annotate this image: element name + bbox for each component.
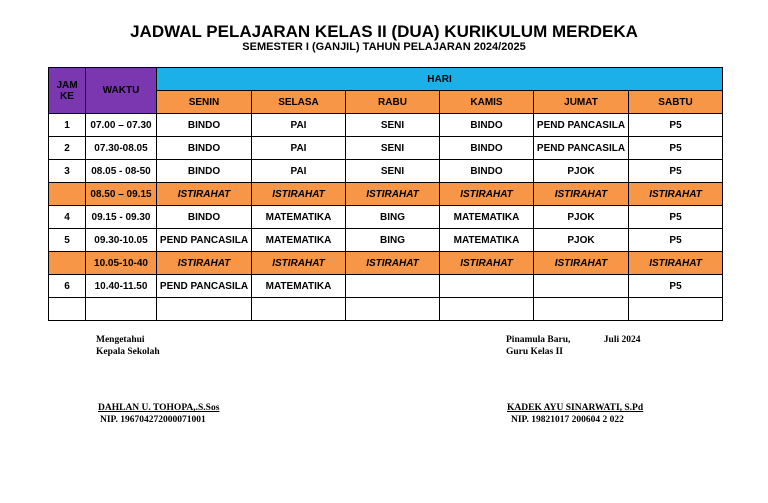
page-subtitle: SEMESTER I (GANJIL) TAHUN PELAJARAN 2024/2025 [242, 41, 526, 53]
table-row [49, 229, 723, 252]
table-row [49, 298, 723, 321]
page-title: JADWAL PELAJARAN KELAS II (DUA) KURIKULUM MERDEKA [130, 22, 638, 41]
cell-senin: BINDO [157, 114, 252, 137]
signature-left [96, 334, 160, 358]
cell-senin [157, 298, 252, 321]
table-row [49, 206, 723, 229]
cell-jumat [534, 275, 629, 298]
cell-sabtu: P5 [629, 114, 723, 137]
cell-kamis [440, 275, 534, 298]
cell-selasa: PAI [252, 160, 346, 183]
cell-jam: 2 [49, 137, 86, 160]
cell-rabu: SENI [346, 160, 440, 183]
cell-rabu: BING [346, 229, 440, 252]
cell-jam: 3 [49, 160, 86, 183]
header-day-sabtu: SABTU [629, 91, 723, 114]
cell-senin: BINDO [157, 206, 252, 229]
cell-sabtu: P5 [629, 137, 723, 160]
cell-rabu: ISTIRAHAT [346, 183, 440, 206]
table-row [49, 275, 723, 298]
header-hari: HARI [157, 68, 723, 91]
cell-senin: ISTIRAHAT [157, 183, 252, 206]
cell-waktu: 08.50 – 09.15 [86, 183, 157, 206]
cell-sabtu: P5 [629, 160, 723, 183]
cell-kamis: ISTIRAHAT [440, 252, 534, 275]
cell-rabu: ISTIRAHAT [346, 252, 440, 275]
cell-selasa: PAI [252, 137, 346, 160]
cell-rabu [346, 298, 440, 321]
signature-right [506, 334, 640, 358]
cell-waktu: 08.05 - 08-50 [86, 160, 157, 183]
cell-jam [49, 183, 86, 206]
cell-waktu [86, 298, 157, 321]
cell-selasa: MATEMATIKA [252, 206, 346, 229]
cell-sabtu [629, 298, 723, 321]
signature-right-name: KADEK AYU SINARWATI, S.Pd [507, 403, 644, 413]
table-row [49, 160, 723, 183]
cell-waktu: 10.40-11.50 [86, 275, 157, 298]
cell-jam: 5 [49, 229, 86, 252]
header-day-selasa: SELASA [252, 91, 346, 114]
cell-selasa: ISTIRAHAT [252, 252, 346, 275]
header-waktu: WAKTU [86, 68, 157, 114]
cell-jam: 4 [49, 206, 86, 229]
cell-kamis: BINDO [440, 160, 534, 183]
cell-jumat: PEND PANCASILA [534, 114, 629, 137]
signature-right-line2: Guru Kelas II [506, 347, 564, 357]
cell-sabtu: P5 [629, 206, 723, 229]
cell-jumat: PEND PANCASILA [534, 137, 629, 160]
cell-kamis: ISTIRAHAT [440, 183, 534, 206]
cell-waktu: 07.30-08.05 [86, 137, 157, 160]
cell-jam: 6 [49, 275, 86, 298]
cell-selasa: ISTIRAHAT [252, 183, 346, 206]
break-row [49, 183, 723, 206]
signature-right-nip: NIP. 19821017 200604 2 022 [511, 415, 624, 425]
cell-kamis [440, 298, 534, 321]
cell-sabtu: ISTIRAHAT [629, 252, 723, 275]
cell-selasa: MATEMATIKA [252, 275, 346, 298]
cell-selasa: PAI [252, 114, 346, 137]
signature-right-block [507, 402, 643, 426]
cell-jumat: PJOK [534, 206, 629, 229]
cell-jumat: ISTIRAHAT [534, 183, 629, 206]
cell-senin: PEND PANCASILA [157, 275, 252, 298]
cell-jumat [534, 298, 629, 321]
header-day-jumat: JUMAT [534, 91, 629, 114]
signature-right-date: Juli 2024 [603, 335, 641, 345]
cell-kamis: MATEMATIKA [440, 229, 534, 252]
cell-senin: PEND PANCASILA [157, 229, 252, 252]
cell-waktu: 09.30-10.05 [86, 229, 157, 252]
cell-waktu: 10.05-10-40 [86, 252, 157, 275]
signature-left-name: DAHLAN U. TOHOPA,.S.Sos [98, 403, 220, 413]
schedule-table [48, 67, 723, 321]
cell-selasa: MATEMATIKA [252, 229, 346, 252]
cell-rabu: BING [346, 206, 440, 229]
signature-left-nip: NIP. 196704272000071001 [100, 415, 206, 425]
cell-rabu: SENI [346, 114, 440, 137]
cell-waktu: 09.15 - 09.30 [86, 206, 157, 229]
cell-selasa [252, 298, 346, 321]
cell-kamis: MATEMATIKA [440, 206, 534, 229]
cell-jumat: PJOK [534, 160, 629, 183]
cell-kamis: BINDO [440, 114, 534, 137]
cell-waktu: 07.00 – 07.30 [86, 114, 157, 137]
header-day-kamis: KAMIS [440, 91, 534, 114]
cell-kamis: BINDO [440, 137, 534, 160]
cell-jumat: PJOK [534, 229, 629, 252]
cell-rabu [346, 275, 440, 298]
cell-jam: 1 [49, 114, 86, 137]
header-jam-ke: JAM KE [49, 68, 86, 114]
cell-rabu: SENI [346, 137, 440, 160]
cell-jumat: ISTIRAHAT [534, 252, 629, 275]
cell-sabtu: P5 [629, 275, 723, 298]
table-row [49, 114, 723, 137]
signature-left-line1: Mengetahui [96, 335, 145, 345]
header-day-senin: SENIN [157, 91, 252, 114]
cell-jam [49, 252, 86, 275]
table-row [49, 137, 723, 160]
cell-sabtu: P5 [629, 229, 723, 252]
cell-senin: BINDO [157, 137, 252, 160]
break-row [49, 252, 723, 275]
header-day-rabu: RABU [346, 91, 440, 114]
cell-jam [49, 298, 86, 321]
signature-left-line2: Kepala Sekolah [96, 347, 160, 357]
signature-left-block [98, 402, 219, 426]
cell-senin: BINDO [157, 160, 252, 183]
cell-senin: ISTIRAHAT [157, 252, 252, 275]
cell-sabtu: ISTIRAHAT [629, 183, 723, 206]
signature-right-place: Pinamula Baru, [506, 335, 571, 345]
